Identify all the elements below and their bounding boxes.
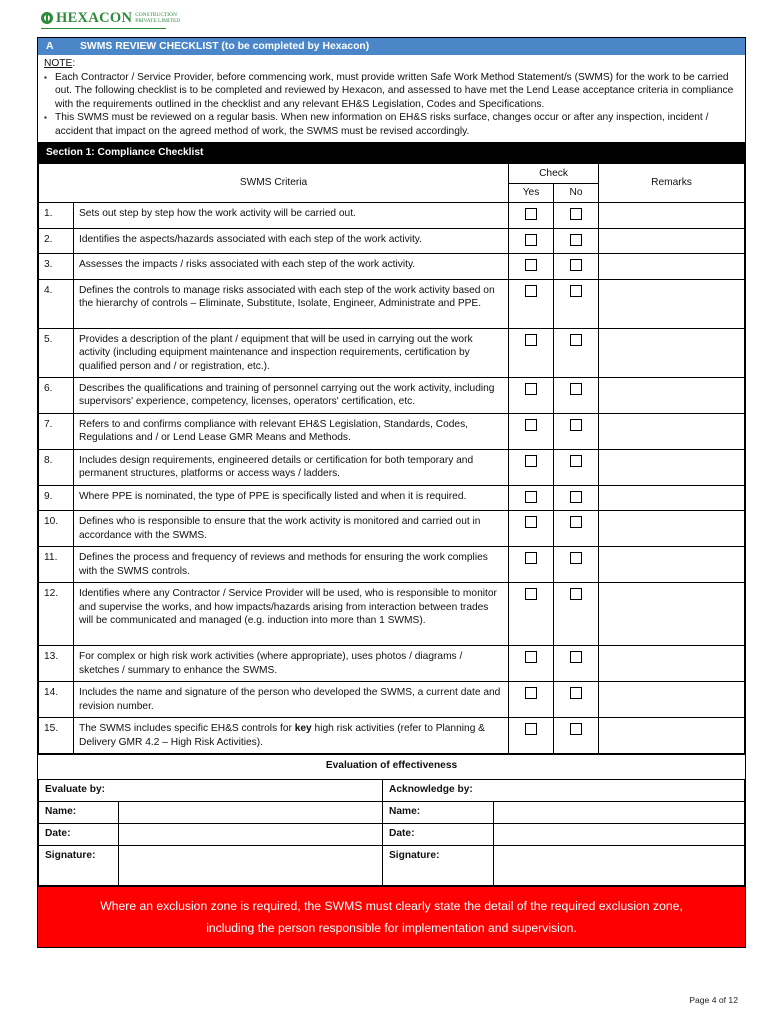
no-cell	[554, 279, 599, 328]
row-criteria: Identifies the aspects/hazards associated with each step of the work activity.	[74, 228, 509, 254]
no-cell	[554, 228, 599, 254]
row-number: 5.	[39, 328, 74, 377]
no-cell	[554, 328, 599, 377]
acknowledger-signature-field[interactable]	[494, 846, 745, 886]
no-checkbox[interactable]	[570, 687, 582, 699]
table-row	[39, 646, 745, 682]
no-cell	[554, 547, 599, 583]
table-row	[39, 511, 745, 547]
table-row	[39, 203, 745, 229]
table-row	[39, 449, 745, 485]
compliance-table	[38, 163, 745, 754]
remarks-cell[interactable]	[599, 583, 745, 646]
remarks-cell[interactable]	[599, 449, 745, 485]
section-a-title: SWMS REVIEW CHECKLIST (to be completed by Hexacon)	[80, 41, 370, 52]
row-number: 10.	[39, 511, 74, 547]
yes-cell	[509, 547, 554, 583]
remarks-header: Remarks	[599, 164, 745, 203]
section-a-letter: A	[46, 41, 54, 52]
remarks-cell[interactable]	[599, 228, 745, 254]
evaluation-title: Evaluation of effectiveness	[38, 754, 745, 779]
yes-checkbox[interactable]	[525, 419, 537, 431]
acknowledger-name-field[interactable]	[494, 802, 745, 824]
no-checkbox[interactable]	[570, 259, 582, 271]
yes-cell	[509, 328, 554, 377]
evaluator-signature-label: Signature:	[39, 846, 119, 886]
check-header: Check	[509, 164, 599, 184]
row-number: 14.	[39, 682, 74, 718]
yes-checkbox[interactable]	[525, 552, 537, 564]
row-number: 9.	[39, 485, 74, 511]
yes-cell	[509, 413, 554, 449]
row-number: 8.	[39, 449, 74, 485]
yes-checkbox[interactable]	[525, 588, 537, 600]
table-row	[39, 547, 745, 583]
no-cell	[554, 485, 599, 511]
acknowledger-signature-label: Signature:	[383, 846, 494, 886]
acknowledger-date-label: Date:	[383, 824, 494, 846]
no-checkbox[interactable]	[570, 383, 582, 395]
yes-checkbox[interactable]	[525, 208, 537, 220]
no-cell	[554, 718, 599, 754]
yes-cell	[509, 718, 554, 754]
page-number: Page 4 of 12	[689, 995, 738, 1005]
note-bullet: ▪ Each Contractor / Service Provider, before commencing work, must provide written Safe Work Method Statement/s (SWMS) for the work to be carried out. The following checklist is to be completed and reviewed by Hexacon, and assessed to have met the Lend Lease acceptance criteria in compliance with the requirements outlined in the checklist and any relevant EH&S Legislation, Codes and Specifications.	[44, 71, 739, 112]
row-number: 3.	[39, 254, 74, 280]
row-criteria: Provides a description of the plant / equipment that will be used in carrying out the work activity (including equipment maintenance and inspection requirements, certification by qualified person and / or registration, etc.).	[74, 328, 509, 377]
no-header: No	[554, 184, 599, 203]
remarks-cell[interactable]	[599, 547, 745, 583]
row-criteria: Where PPE is nominated, the type of PPE is specifically listed and when it is required.	[74, 485, 509, 511]
exclusion-zone-banner	[38, 886, 745, 947]
table-row	[39, 682, 745, 718]
note-list	[44, 71, 739, 139]
row-number: 13.	[39, 646, 74, 682]
row-number: 6.	[39, 377, 74, 413]
no-checkbox[interactable]	[570, 491, 582, 503]
evaluator-date-label: Date:	[39, 824, 119, 846]
evaluate-by-label: Evaluate by:	[39, 780, 383, 802]
no-checkbox[interactable]	[570, 419, 582, 431]
section-1-header: Section 1: Compliance Checklist	[38, 142, 745, 163]
no-checkbox[interactable]	[570, 208, 582, 220]
evaluator-name-label: Name:	[39, 802, 119, 824]
row-criteria: Assesses the impacts / risks associated with each step of the work activity.	[74, 254, 509, 280]
yes-checkbox[interactable]	[525, 516, 537, 528]
section-a-header	[38, 38, 745, 55]
no-checkbox[interactable]	[570, 723, 582, 735]
remarks-cell[interactable]	[599, 203, 745, 229]
row-number: 7.	[39, 413, 74, 449]
row-criteria: Includes the name and signature of the person who developed the SWMS, a current date and revision number.	[74, 682, 509, 718]
exclusion-line-2: including the person responsible for implementation and supervision.	[206, 921, 577, 935]
acknowledger-date-field[interactable]	[494, 824, 745, 846]
yes-checkbox[interactable]	[525, 687, 537, 699]
checklist-form	[37, 37, 746, 948]
note-heading: NOTE	[44, 58, 73, 69]
no-cell	[554, 254, 599, 280]
yes-checkbox[interactable]	[525, 285, 537, 297]
yes-cell	[509, 377, 554, 413]
yes-checkbox[interactable]	[525, 383, 537, 395]
no-cell	[554, 682, 599, 718]
yes-cell	[509, 485, 554, 511]
no-checkbox[interactable]	[570, 455, 582, 467]
row-number: 11.	[39, 547, 74, 583]
remarks-cell[interactable]	[599, 377, 745, 413]
remarks-cell[interactable]	[599, 511, 745, 547]
no-cell	[554, 413, 599, 449]
row-number: 4.	[39, 279, 74, 328]
no-checkbox[interactable]	[570, 285, 582, 297]
row-criteria-text: The SWMS includes specific EH&S controls for	[79, 723, 295, 734]
table-row	[39, 377, 745, 413]
yes-cell	[509, 228, 554, 254]
yes-cell	[509, 583, 554, 646]
yes-cell	[509, 254, 554, 280]
table-row	[39, 279, 745, 328]
no-checkbox[interactable]	[570, 651, 582, 663]
row-criteria-emphasis: key	[294, 723, 312, 734]
logo-subtitle: CONSTRUCTION PRIVATE LIMITED	[135, 12, 181, 24]
yes-cell	[509, 449, 554, 485]
no-checkbox[interactable]	[570, 588, 582, 600]
row-criteria	[74, 718, 509, 754]
exclusion-line-1: Where an exclusion zone is required, the SWMS must clearly state the detail of the required exclusion zone,	[100, 899, 683, 913]
remarks-cell[interactable]	[599, 646, 745, 682]
evaluator-signature-field[interactable]	[119, 846, 383, 886]
no-cell	[554, 511, 599, 547]
acknowledger-name-label: Name:	[383, 802, 494, 824]
remarks-cell[interactable]	[599, 413, 745, 449]
yes-checkbox[interactable]	[525, 651, 537, 663]
evaluator-date-field[interactable]	[119, 824, 383, 846]
remarks-cell[interactable]	[599, 718, 745, 754]
no-cell	[554, 646, 599, 682]
no-cell	[554, 203, 599, 229]
evaluator-name-field[interactable]	[119, 802, 383, 824]
yes-cell	[509, 279, 554, 328]
yes-checkbox[interactable]	[525, 234, 537, 246]
row-criteria: Includes design requirements, engineered details or certification for both temporary and permanent structures, platforms or access ways / ladders.	[74, 449, 509, 485]
table-row	[39, 583, 745, 646]
row-criteria: For complex or high risk work activities (where appropriate), uses photos / diagrams / sketches / summary to enhance the SWMS.	[74, 646, 509, 682]
row-number: 15.	[39, 718, 74, 754]
yes-checkbox[interactable]	[525, 491, 537, 503]
row-criteria: Defines the controls to manage risks associated with each step of the work activity based on the hierarchy of controls – Eliminate, Substitute, Isolate, Engineer, Administrate and PPE.	[74, 279, 509, 328]
yes-cell	[509, 511, 554, 547]
row-criteria: Sets out step by step how the work activity will be carried out.	[74, 203, 509, 229]
no-checkbox[interactable]	[570, 334, 582, 346]
row-criteria: Describes the qualifications and training of personnel carrying out the work activity, including supervisors' experience, competency, licenses, operators' certification, etc.	[74, 377, 509, 413]
yes-cell	[509, 646, 554, 682]
row-criteria: Refers to and confirms compliance with relevant EH&S Legislation, Standards, Codes, Regulations and / or Lend Lease GMR Means and Methods.	[74, 413, 509, 449]
company-logo	[41, 8, 190, 28]
row-number: 1.	[39, 203, 74, 229]
row-number: 12.	[39, 583, 74, 646]
table-row	[39, 328, 745, 377]
row-number: 2.	[39, 228, 74, 254]
yes-checkbox[interactable]	[525, 334, 537, 346]
table-row	[39, 254, 745, 280]
remarks-cell[interactable]	[599, 485, 745, 511]
yes-header: Yes	[509, 184, 554, 203]
row-criteria-text: high risk activities (refer to Planning & Delivery GMR 4.2 – High Risk Activities).	[79, 723, 485, 748]
remarks-cell[interactable]	[599, 279, 745, 328]
remarks-cell[interactable]	[599, 254, 745, 280]
criteria-header: SWMS Criteria	[39, 164, 509, 203]
yes-checkbox[interactable]	[525, 455, 537, 467]
yes-checkbox[interactable]	[525, 259, 537, 271]
table-row	[39, 718, 745, 754]
yes-cell	[509, 682, 554, 718]
row-criteria: Identifies where any Contractor / Service Provider will be used, who is responsible to monitor and supervise the works, and how impacts/hazards arising from interaction between trades will be communicated and managed (e.g. induction into more than 1 SWMS).	[74, 583, 509, 646]
no-checkbox[interactable]	[570, 234, 582, 246]
table-row	[39, 485, 745, 511]
table-row	[39, 228, 745, 254]
logo-name: HEXACON	[56, 9, 133, 26]
logo-emblem-icon	[41, 12, 53, 24]
remarks-cell[interactable]	[599, 328, 745, 377]
no-cell	[554, 449, 599, 485]
remarks-cell[interactable]	[599, 682, 745, 718]
no-cell	[554, 377, 599, 413]
yes-checkbox[interactable]	[525, 723, 537, 735]
acknowledge-by-label: Acknowledge by:	[383, 780, 745, 802]
row-criteria: Defines who is responsible to ensure that the work activity is monitored and carried out in accordance with the SWMS.	[74, 511, 509, 547]
note-bullet: ▪ This SWMS must be reviewed on a regular basis. When new information on EH&S risks surface, changes occur or after any inspection, incident / accident that impact on the agreed method of work, the SWMS must be revised accordingly.	[44, 111, 739, 138]
table-row	[39, 413, 745, 449]
no-cell	[554, 583, 599, 646]
logo-underline	[41, 28, 166, 29]
row-criteria: Defines the process and frequency of reviews and methods for ensuring the work complies with the SWMS controls.	[74, 547, 509, 583]
no-checkbox[interactable]	[570, 516, 582, 528]
note-block: NOTE: ▪ Each Contractor / Service Provider, before commencing work, must provide written Safe Work Method Statement/s (SWMS) for the work to be carried out. The following checklist is to be completed and reviewed by Hexacon, and assessed to have met the Lend Lease acceptance criteria in compliance with the requirements outlined in the checklist and any relevant EH&S Legislation, Codes and Specifications. ▪ This SWMS must be reviewed on a regular basis. When new information on EH&S risks surface, changes occur or after any inspection, incident / accident that impact on the agreed method of work, the SWMS must be revised accordingly.	[38, 55, 745, 142]
yes-cell	[509, 203, 554, 229]
no-checkbox[interactable]	[570, 552, 582, 564]
signoff-table	[38, 779, 745, 886]
